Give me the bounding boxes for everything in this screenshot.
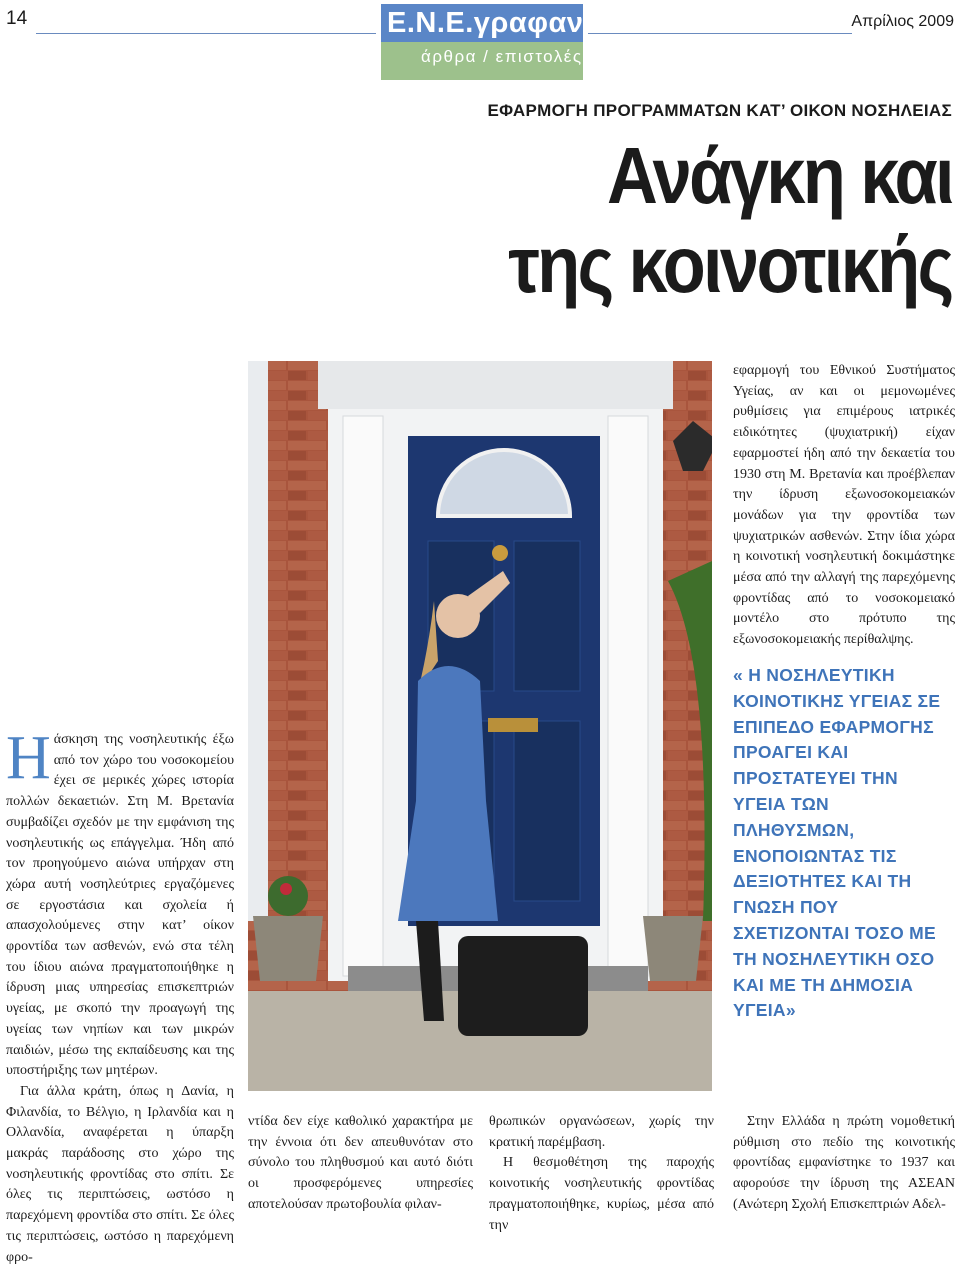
article-text-middle-2 — [489, 1112, 714, 1236]
page-number: 14 — [6, 8, 28, 29]
article-text-right-bottom — [733, 1112, 955, 1216]
headline-line-1: Ανάγκη και — [607, 131, 952, 220]
article-photo — [248, 361, 712, 1091]
left-paragraph-2: Για άλλα κράτη, όπως η Δανία, η Φιλανδία, το Βέλγιο, η Ιρλανδία και η Ολλανδία, αναφέρεται η ύπαρξη μακράς παράδοσης στο χώρο της νοσηλευτικής φροντίδας στο σπίτι. Σε όλες τις περιπτώσεις, ωστόσο η παρεχόμενη φροντίδα στο σπίτι. Σε όλες τις περιπτώσεις, ωστόσο η παρεχόμενη φρο- — [6, 1083, 234, 1265]
letter-box — [488, 718, 538, 732]
pull-quote: « Η ΝΟΣΗΛΕΥΤΙΚΗ ΚΟΙΝΟΤΙΚΗΣ ΥΓΕΙΑΣ ΣΕ ΕΠΙΠΕΔΟ ΕΦΑΡΜΟΓΗΣ ΠΡΟΑΓΕΙ ΚΑΙ ΠΡΟΣΤΑΤΕΥΕΙ ΤΗΝ ΥΓΕΙΑ ΤΩΝ ΠΛΗΘΥΣΜΩΝ, ΕΝΟΠΟΙΩΝΤΑΣ ΤΙΣ ΔΕΞΙΟΤΗΤΕΣ ΚΑΙ ΤΗ ΓΝΩΣΗ ΠΟΥ ΣΧΕΤΙΖΟΝΤΑΙ ΤΟΣΟ ΜΕ ΤΗ ΝΟΣΗΛΕΥΤΙΚΗ ΟΣΟ ΚΑΙ ΜΕ ΤΗ ΔΗΜΟΣΙΑ ΥΓΕΙΑ» — [733, 665, 941, 1021]
plant-pot-right — [643, 916, 703, 981]
section-logo-title: Ε.Ν.Ε.γραφαν — [381, 4, 583, 42]
article-kicker: ΕΦΑΡΜΟΓΗ ΠΡΟΓΡΑΜΜΑΤΩΝ ΚΑΤ’ ΟΙΚΟΝ ΝΟΣΗΛΕΙΑΣ — [487, 101, 952, 120]
issue-date: Απρίλιος 2009 — [851, 13, 954, 30]
header-rule-right — [588, 33, 852, 34]
article-text-right-top: εφαρμογή του Εθνικού Συστήματος Υγείας, αν και οι μεμονωμένες ρυθμίσεις για επιμέρους ιατρικές ειδικότητες (ψυχιατρική) είχαν εφαρμοστεί ήδη από την δεκαετία του 1930 στη Μ. Βρετανία και προέβλεπαν την ίδρυση εξωνοσοκομειακών μονάδων για την φροντίδα των ψυχιατρικών ασθενών. Στην ίδια χώρα η κοινοτική νοσηλευτική δοκιμάστηκε μέσα από την αλλαγή της παρεχόμενης φροντίδας από το νοσοκομειακό μοντέλο στο πρότυπο της εξωνοσοκομειακής περίθαλψης. — [733, 363, 955, 648]
plant-pot-left — [253, 916, 323, 981]
headline-line-2: της κοινοτικής — [508, 220, 952, 309]
header-rule-left — [36, 33, 376, 34]
drop-cap: Η — [6, 724, 51, 792]
middle-paragraph-1: θρωπικών οργανώσεων, χωρίς την κρατική παρέμβαση. — [489, 1114, 714, 1150]
middle-paragraph-2: Η θεσμοθέτηση της παροχής κοινοτικής νοσηλευτικής φροντίδας πραγματοποιήθηκε, κυρίως, μέσα από την — [489, 1155, 714, 1233]
article-text-middle-1: ντίδα δεν είχε καθολικό χαρακτήρα με την έννοια ότι δεν απευθυνόταν στο σύνολο του πληθυσμού και αυτό διότι οι προσφερόμενες υπηρεσίες αποτελούσαν πρωτοβουλία φιλαν- — [248, 1114, 473, 1212]
section-logo-subtitle: άρθρα / επιστολές — [381, 42, 583, 80]
right-bottom-paragraph: Στην Ελλάδα η πρώτη νομοθετική ρύθμιση στο πεδίο της κοινοτικής φροντίδας εμφανίστηκε το 1937 και αφορούσε την ίδρυση της ΑΣΕΑΝ (Ανώτερη Σχολή Επισκεπτριών Αδελ- — [733, 1114, 955, 1212]
nurse-bag — [458, 936, 588, 1036]
article-text-left — [6, 724, 234, 1268]
left-paragraph-1: άσκηση της νοσηλευτικής έξω από τον χώρο του νοσοκομείου έχει σε μερικές χώρες ιστορία πολλών δεκαετιών. Στη Μ. Βρετανία συμβαδίζει σχεδόν με την εμφάνιση της νοσηλευτικής ως επάγγελμα. Ήδη από τον προηγούμενο αιώνα υπήρχαν στη χώρα αυτή νοσηλεύτριες εργαζόμενες σε εργοστάσια και σχολεία ή απασχολούμενες στην κατ’ οίκον φροντίδα των ασθενών, ενώ στα τέλη του ίδιου αιώνα πραγματοποιήθηκε η ίδρυση μιας υπηρεσίας επισκεπτριών υγείας, με σκοπό την προαγωγή της υγείας των νηπίων και των μικρών παιδιών, μέσω της εκπαίδευσης και της υποστήριξης των μητέρων. — [6, 732, 234, 1079]
door-knocker — [492, 545, 508, 561]
